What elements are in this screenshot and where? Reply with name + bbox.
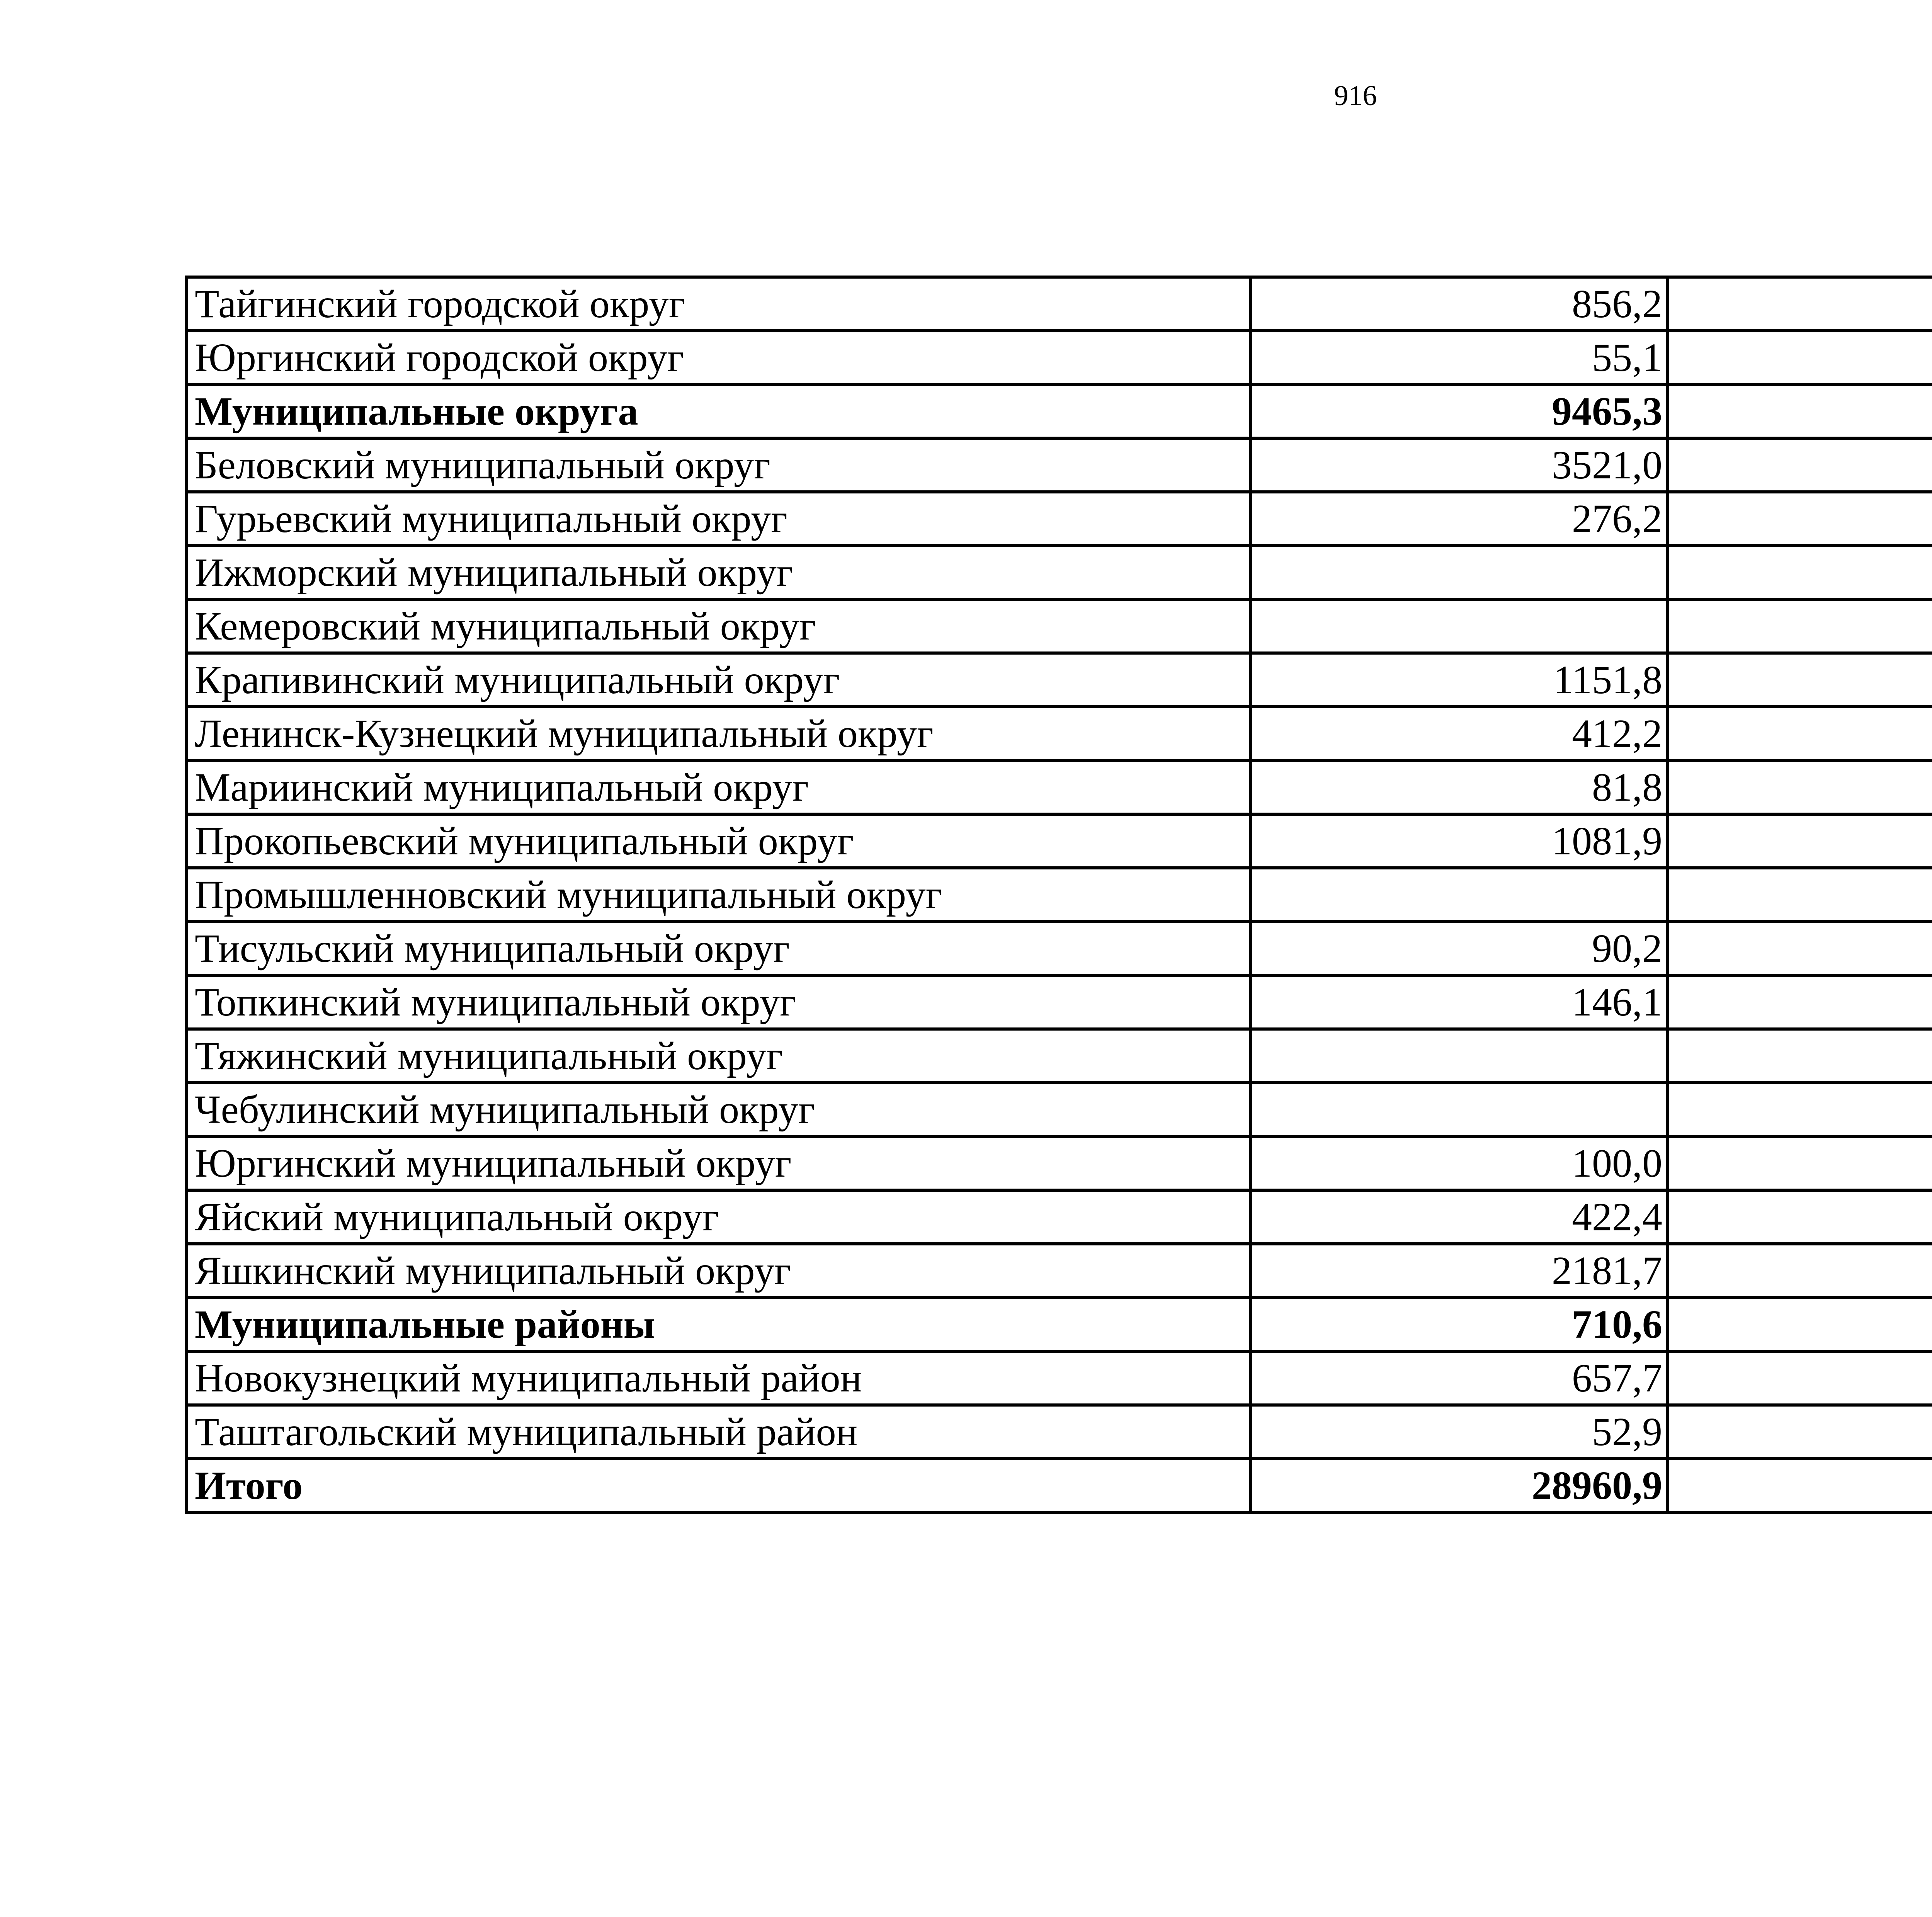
row-name-cell: Таштагольский муниципальный район — [186, 1405, 1250, 1459]
row-value-1-cell: 9465,3 — [1250, 384, 1668, 438]
row-name-cell: Прокопьевский муниципальный округ — [186, 814, 1250, 868]
row-value-2-cell — [1668, 277, 1932, 331]
row-name-cell: Чебулинский муниципальный округ — [186, 1083, 1250, 1136]
table-row — [186, 760, 1932, 814]
row-name-cell: Ленинск-Кузнецкий муниципальный округ — [186, 707, 1250, 760]
row-value-2-cell — [1668, 1244, 1932, 1298]
row-name-cell: Мариинский муниципальный округ — [186, 760, 1250, 814]
table-row — [186, 1083, 1932, 1136]
row-value-1-cell: 28960,9 — [1250, 1459, 1668, 1512]
row-value-2-cell — [1668, 760, 1932, 814]
row-value-1-cell: 100,0 — [1250, 1136, 1668, 1190]
row-value-1-cell: 90,2 — [1250, 922, 1668, 975]
table-row — [186, 1029, 1932, 1083]
row-value-1-cell: 55,1 — [1250, 331, 1668, 384]
table-row — [186, 1244, 1932, 1298]
row-value-1-cell: 2181,7 — [1250, 1244, 1668, 1298]
row-name-cell: Ижморский муниципальный округ — [186, 546, 1250, 599]
row-value-2-cell — [1668, 814, 1932, 868]
table-row — [186, 975, 1932, 1029]
row-name-cell: Муниципальные районы — [186, 1298, 1250, 1351]
row-value-2-cell — [1668, 1190, 1932, 1244]
table-row — [186, 492, 1932, 546]
row-name-cell: Беловский муниципальный округ — [186, 438, 1250, 492]
table-row — [186, 1136, 1932, 1190]
row-value-1-cell: 710,6 — [1250, 1298, 1668, 1351]
row-value-1-cell — [1250, 1029, 1668, 1083]
row-value-1-cell: 422,4 — [1250, 1190, 1668, 1244]
table-row — [186, 868, 1932, 922]
row-name-cell: Кемеровский муниципальный округ — [186, 599, 1250, 653]
row-value-1-cell: 146,1 — [1250, 975, 1668, 1029]
row-value-2-cell — [1668, 922, 1932, 975]
row-value-1-cell: 81,8 — [1250, 760, 1668, 814]
row-value-2-cell — [1668, 1083, 1932, 1136]
row-value-2-cell — [1668, 1298, 1932, 1351]
row-value-1-cell: 856,2 — [1250, 277, 1668, 331]
row-value-1-cell: 52,9 — [1250, 1405, 1668, 1459]
row-value-2-cell — [1668, 1029, 1932, 1083]
row-value-2-cell — [1668, 868, 1932, 922]
row-name-cell: Итого — [186, 1459, 1250, 1512]
row-value-1-cell: 412,2 — [1250, 707, 1668, 760]
row-value-2-cell — [1668, 599, 1932, 653]
table-row-total — [186, 1298, 1932, 1351]
table-row — [186, 707, 1932, 760]
table-row — [186, 814, 1932, 868]
row-value-2-cell — [1668, 331, 1932, 384]
table-body — [186, 277, 1932, 1512]
row-value-2-cell — [1668, 1351, 1932, 1405]
table-row — [186, 599, 1932, 653]
row-name-cell: Юргинский городской округ — [186, 331, 1250, 384]
row-name-cell: Яшкинский муниципальный округ — [186, 1244, 1250, 1298]
row-value-2-cell — [1668, 492, 1932, 546]
row-value-1-cell — [1250, 1083, 1668, 1136]
table-row — [186, 331, 1932, 384]
row-value-2-cell — [1668, 1136, 1932, 1190]
row-name-cell: Муниципальные округа — [186, 384, 1250, 438]
row-value-1-cell — [1250, 546, 1668, 599]
row-name-cell: Гурьевский муниципальный округ — [186, 492, 1250, 546]
row-name-cell: Тисульский муниципальный округ — [186, 922, 1250, 975]
row-value-2-cell — [1668, 546, 1932, 599]
row-value-2-cell — [1668, 384, 1932, 438]
row-name-cell: Юргинский муниципальный округ — [186, 1136, 1250, 1190]
row-value-1-cell: 1151,8 — [1250, 653, 1668, 707]
row-value-2-cell — [1668, 1405, 1932, 1459]
page-number: 916 — [1334, 80, 1377, 112]
row-name-cell: Тяжинский муниципальный округ — [186, 1029, 1250, 1083]
table-row — [186, 277, 1932, 331]
row-value-2-cell — [1668, 653, 1932, 707]
row-value-2-cell — [1668, 707, 1932, 760]
row-name-cell: Промышленновский муниципальный округ — [186, 868, 1250, 922]
table-row — [186, 1351, 1932, 1405]
row-value-2-cell — [1668, 438, 1932, 492]
row-value-1-cell: 1081,9 — [1250, 814, 1668, 868]
row-name-cell: Крапивинский муниципальный округ — [186, 653, 1250, 707]
row-value-1-cell: 276,2 — [1250, 492, 1668, 546]
row-value-1-cell — [1250, 868, 1668, 922]
table-row — [186, 438, 1932, 492]
data-table — [185, 276, 1932, 1514]
row-value-2-cell — [1668, 975, 1932, 1029]
row-value-1-cell — [1250, 599, 1668, 653]
row-name-cell: Тайгинский городской округ — [186, 277, 1250, 331]
row-value-1-cell: 657,7 — [1250, 1351, 1668, 1405]
row-name-cell: Топкинский муниципальный округ — [186, 975, 1250, 1029]
table-row — [186, 1405, 1932, 1459]
table-row — [186, 1190, 1932, 1244]
row-value-2-cell — [1668, 1459, 1932, 1512]
row-name-cell: Яйский муниципальный округ — [186, 1190, 1250, 1244]
table-row — [186, 653, 1932, 707]
table-row-total — [186, 1459, 1932, 1512]
table-row-total — [186, 384, 1932, 438]
row-value-1-cell: 3521,0 — [1250, 438, 1668, 492]
table-row — [186, 546, 1932, 599]
table-row — [186, 922, 1932, 975]
row-name-cell: Новокузнецкий муниципальный район — [186, 1351, 1250, 1405]
